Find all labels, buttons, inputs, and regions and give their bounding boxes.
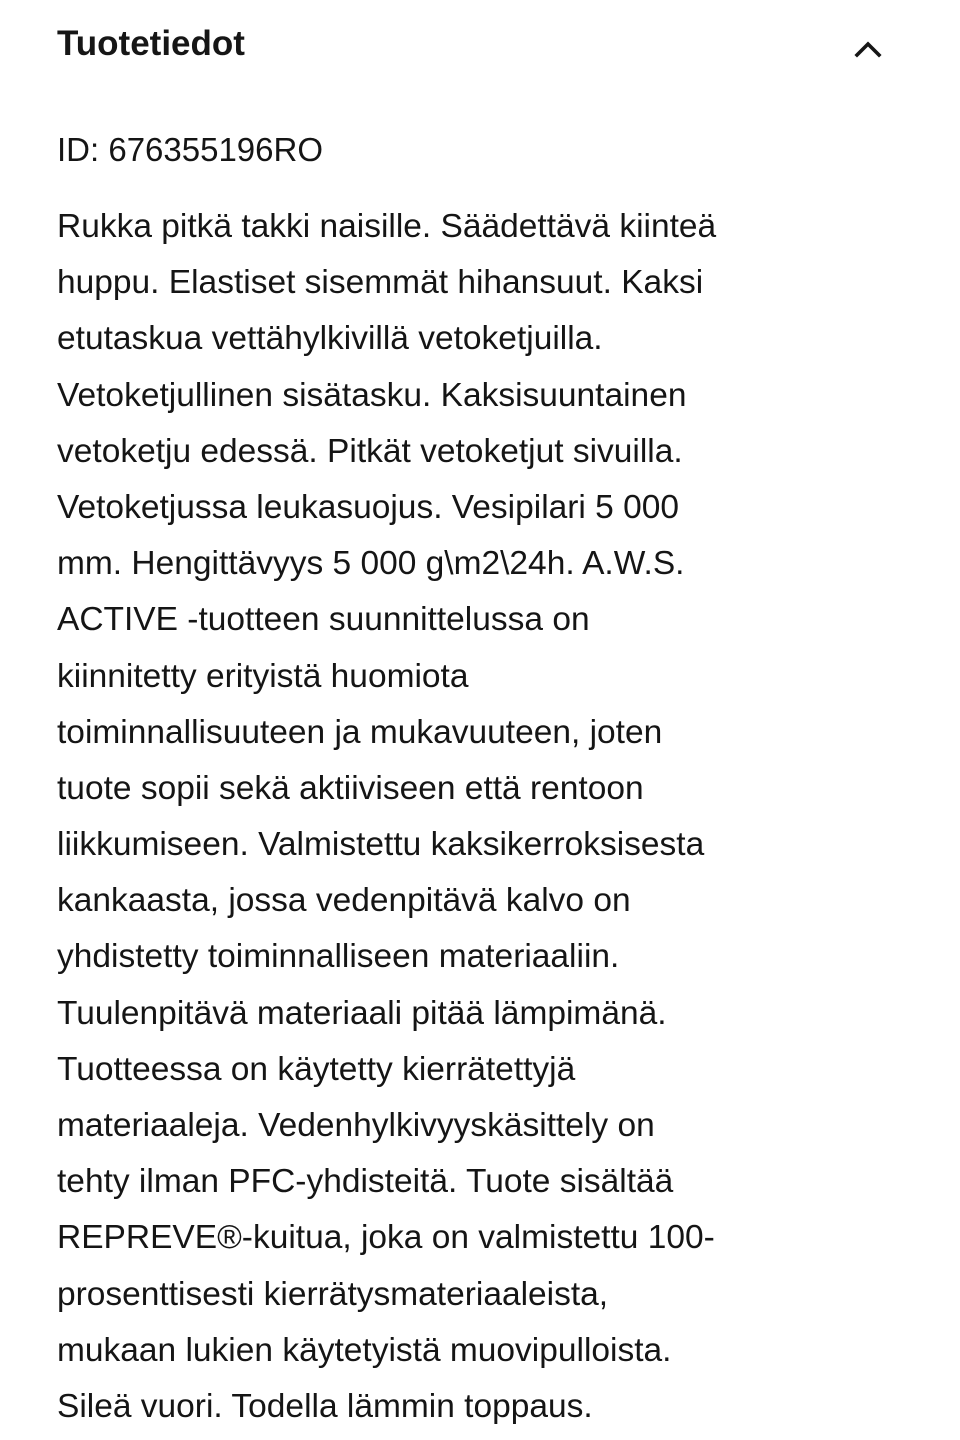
description-line: Tuotteessa on käytetty kierrätettyjä: [57, 1050, 576, 1088]
description-line: yhdistetty toiminnalliseen materiaaliin.: [57, 938, 620, 976]
product-description: [57, 199, 917, 1435]
description-line: ACTIVE -tuotteen suunnittelussa on: [57, 601, 590, 639]
description-line: Rukka pitkä takki naisille. Säädettävä kiinteä: [57, 208, 717, 245]
description-line: tehty ilman PFC-yhdisteitä. Tuote sisältää: [57, 1163, 674, 1201]
description-line: prosenttisesti kierrätysmateriaaleista,: [57, 1275, 609, 1313]
description-line: mukaan lukien käytetyistä muovipulloista.: [57, 1331, 672, 1369]
product-id: ID: 676355196RO: [57, 131, 324, 168]
description-line: mm. Hengittävyys 5 000 g\m2\24h. A.W.S.: [57, 545, 685, 583]
description-line: Tuulenpitävä materiaali pitää lämpimänä.: [57, 994, 667, 1032]
description-line: Vetoketjullinen sisätasku. Kaksisuuntainen: [57, 376, 687, 414]
description-line: liikkumiseen. Valmistettu kaksikerroksisesta: [57, 826, 705, 864]
accordion-header-product-details[interactable]: [0, 0, 960, 96]
description-line: materiaaleja. Vedenhylkivyyskäsittely on: [57, 1107, 655, 1144]
description-line: etutaskua vettähylkivillä vetoketjuilla.: [57, 320, 603, 358]
description-line: kiinnitetty erityistä huomiota: [57, 657, 469, 695]
description-line: Sileä vuori. Todella lämmin toppaus.: [57, 1387, 593, 1425]
chevron-up-icon[interactable]: [852, 36, 884, 60]
section-title: Tuotetiedot: [57, 24, 245, 63]
description-line: vetoketju edessä. Pitkät vetoketjut sivuilla.: [57, 432, 683, 470]
accordion-content: [57, 126, 917, 1435]
description-line: toiminnallisuuteen ja mukavuuteen, joten: [57, 713, 663, 751]
description-line: REPREVE®-kuitua, joka on valmistettu 100-: [57, 1219, 715, 1257]
description-line: tuote sopii sekä aktiiviseen että rentoon: [57, 769, 644, 807]
description-line: Vetoketjussa leukasuojus. Vesipilari 5 000: [57, 488, 680, 526]
description-line: kankaasta, jossa vedenpitävä kalvo on: [57, 882, 631, 920]
description-line: huppu. Elastiset sisemmät hihansuut. Kaksi: [57, 264, 704, 302]
